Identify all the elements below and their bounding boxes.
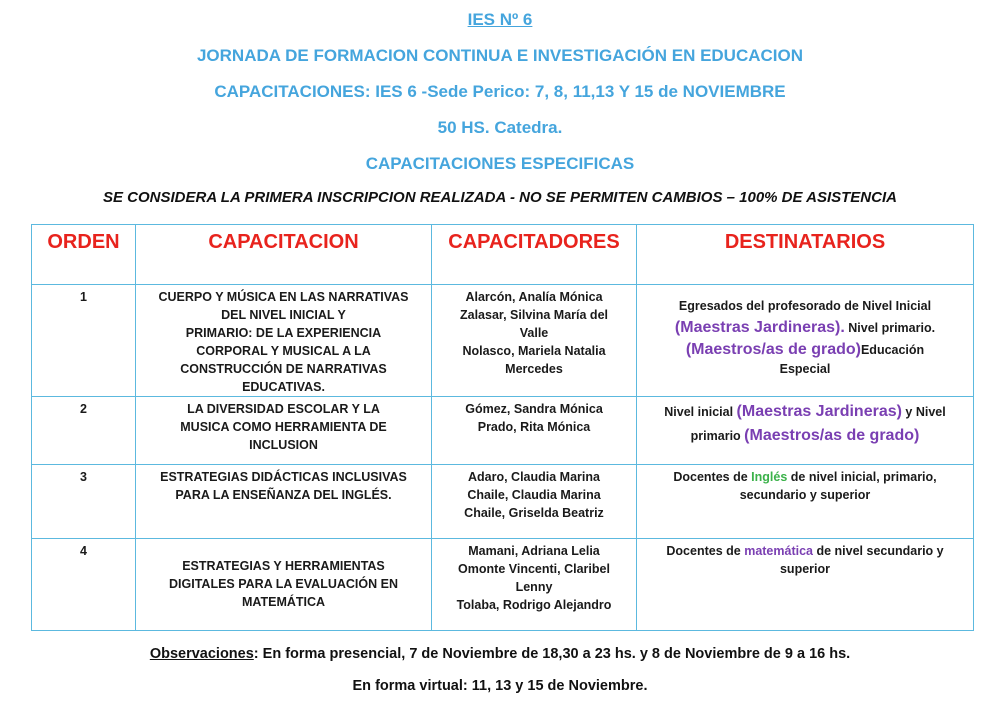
audience-highlight: (Maestros/as de grado) bbox=[744, 427, 920, 444]
trainers-cell bbox=[432, 285, 637, 397]
audience-line bbox=[645, 317, 965, 339]
audience-cell bbox=[637, 397, 974, 465]
trainer-line: Mamani, Adriana Lelia bbox=[468, 544, 600, 558]
table-row bbox=[32, 539, 974, 631]
audience-text: Educación bbox=[860, 343, 925, 357]
row-order: 1 bbox=[32, 285, 136, 397]
trainer-line: Zalasar, Silvina María del bbox=[460, 308, 608, 322]
event-title: JORNADA DE FORMACION CONTINUA E INVESTIGACIÓN EN EDUCACION bbox=[196, 46, 804, 65]
audience-highlight: (Maestras Jardineras) bbox=[736, 403, 902, 420]
audience-line bbox=[645, 424, 965, 448]
trainer-line: Adaro, Claudia Marina bbox=[468, 470, 600, 484]
event-dates: CAPACITACIONES: IES 6 -Sede Perico: 7, 8, 11,13 Y 15 de NOVIEMBRE bbox=[214, 82, 786, 101]
course-title-line: CONSTRUCCIÓN DE NARRATIVAS bbox=[180, 362, 387, 376]
trainer-line: Chaile, Claudia Marina bbox=[467, 488, 601, 502]
observations-line bbox=[0, 646, 1000, 662]
section-subtitle: CAPACITACIONES ESPECIFICAS bbox=[365, 154, 635, 173]
row-order: 3 bbox=[32, 465, 136, 539]
course-title-line: PARA LA ENSEÑANZA DEL INGLÉS. bbox=[175, 488, 392, 502]
audience-line bbox=[645, 400, 965, 424]
course-title-line: MATEMÁTICA bbox=[241, 595, 326, 609]
audience-text: de nivel inicial, primario, bbox=[787, 470, 937, 484]
trainer-line: Tolaba, Rodrigo Alejandro bbox=[456, 598, 612, 612]
event-hours: 50 HS. Catedra. bbox=[437, 118, 563, 137]
table-row bbox=[32, 465, 974, 539]
virtual-dates: En forma virtual: 11, 13 y 15 de Noviembre. bbox=[352, 678, 648, 694]
col-header-destinatarios: DESTINATARIOS bbox=[637, 225, 974, 285]
row-order: 2 bbox=[32, 397, 136, 465]
course-title-line: CUERPO Y MÚSICA EN LAS NARRATIVAS bbox=[158, 290, 409, 304]
trainer-line: Valle bbox=[519, 326, 549, 340]
col-header-capacitadores: CAPACITADORES bbox=[432, 225, 637, 285]
row-order: 4 bbox=[32, 539, 136, 631]
table-row bbox=[32, 285, 974, 397]
audience-highlight: (Maestras Jardineras). bbox=[674, 319, 845, 336]
audience-line bbox=[645, 468, 965, 486]
audience-line: Especial bbox=[779, 362, 831, 376]
trainer-line: Omonte Vincenti, Claribel bbox=[458, 562, 610, 576]
course-title-line: ESTRATEGIAS Y HERRAMIENTAS bbox=[182, 559, 385, 573]
observations-text: : En forma presencial, 7 de Noviembre de 18,30 a 23 hs. y 8 de Noviembre de 9 a 16 hs. bbox=[253, 646, 851, 662]
course-title-line: MUSICA COMO HERRAMIENTA DE bbox=[180, 420, 387, 434]
course-title-line: INCLUSION bbox=[249, 438, 318, 452]
enrollment-notice: SE CONSIDERA LA PRIMERA INSCRIPCION REALIZADA - NO SE PERMITEN CAMBIOS – 100% DE ASISTENCIA bbox=[103, 189, 897, 206]
audience-highlight: Inglés bbox=[751, 470, 788, 484]
course-title-line: CORPORAL Y MUSICAL A LA bbox=[196, 344, 371, 358]
audience-text: Docentes de bbox=[673, 470, 752, 484]
audience-highlight: matemática bbox=[744, 544, 813, 558]
course-title bbox=[136, 539, 432, 631]
audience-text: Docentes de bbox=[666, 544, 745, 558]
audience-line bbox=[645, 339, 965, 361]
course-title-line: PRIMARIO: DE LA EXPERIENCIA bbox=[185, 326, 382, 340]
trainer-line: Lenny bbox=[515, 580, 553, 594]
col-header-capacitacion: CAPACITACION bbox=[136, 225, 432, 285]
audience-text: primario bbox=[690, 429, 745, 443]
trainer-line: Mercedes bbox=[505, 362, 563, 376]
col-header-orden: ORDEN bbox=[32, 225, 136, 285]
audience-cell bbox=[637, 539, 974, 631]
audience-line: superior bbox=[779, 562, 830, 576]
audience-text: y Nivel bbox=[901, 405, 946, 419]
table-row bbox=[32, 397, 974, 465]
audience-cell bbox=[637, 285, 974, 397]
audience-text: Nivel primario. bbox=[844, 321, 936, 335]
audience-line: Egresados del profesorado de Nivel Inicial bbox=[678, 299, 932, 313]
course-title-line: DIGITALES PARA LA EVALUACIÓN EN bbox=[169, 577, 398, 591]
trainer-line: Nolasco, Mariela Natalia bbox=[462, 344, 606, 358]
audience-highlight: (Maestros/as de grado) bbox=[685, 341, 861, 358]
trainer-line: Prado, Rita Mónica bbox=[477, 420, 591, 434]
trainer-line: Gómez, Sandra Mónica bbox=[465, 402, 603, 416]
audience-text: de nivel secundario y bbox=[813, 544, 944, 558]
audience-line bbox=[645, 542, 965, 560]
trainer-line: Chaile, Griselda Beatriz bbox=[464, 506, 604, 520]
course-title bbox=[136, 397, 432, 465]
institution-title: IES Nº 6 bbox=[467, 10, 533, 29]
table-header-row bbox=[32, 225, 974, 285]
trainers-cell bbox=[432, 397, 637, 465]
observations-label: Observaciones bbox=[149, 646, 254, 662]
course-title bbox=[136, 285, 432, 397]
audience-cell bbox=[637, 465, 974, 539]
course-title-line: EDUCATIVAS. bbox=[242, 380, 325, 394]
course-title-line: DEL NIVEL INICIAL Y bbox=[221, 308, 346, 322]
trainer-line: Alarcón, Analía Mónica bbox=[465, 290, 603, 304]
audience-line: secundario y superior bbox=[739, 488, 871, 502]
course-title-line: LA DIVERSIDAD ESCOLAR Y LA bbox=[187, 402, 380, 416]
training-table bbox=[31, 224, 974, 631]
trainers-cell bbox=[432, 465, 637, 539]
trainers-cell bbox=[432, 539, 637, 631]
course-title-line: ESTRATEGIAS DIDÁCTICAS INCLUSIVAS bbox=[160, 470, 407, 484]
course-title bbox=[136, 465, 432, 539]
audience-text: Nivel inicial bbox=[664, 405, 737, 419]
